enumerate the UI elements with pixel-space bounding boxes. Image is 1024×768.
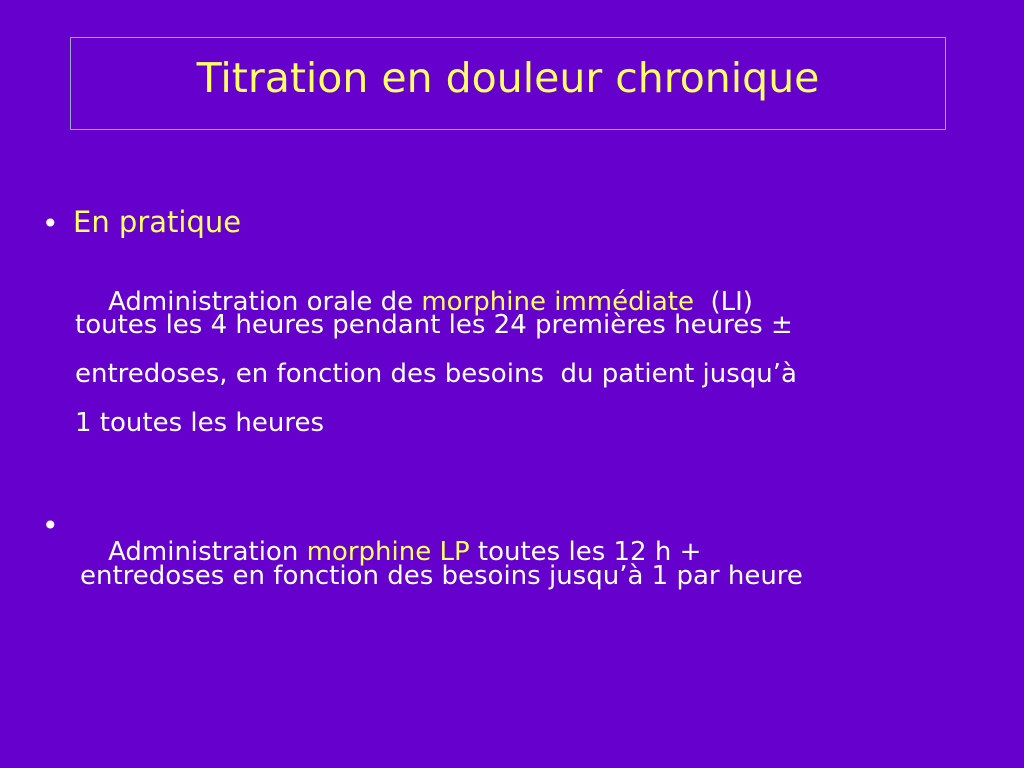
section1-line1-highlight: morphine immédiate: [421, 287, 694, 317]
section1-line3: entredoses, en fonction des besoins du patient jusqu’à: [75, 359, 797, 389]
bullet-1: •: [42, 207, 59, 240]
section1-line1-text-a: Administration orale de: [108, 287, 422, 317]
section2-line1-text-b: toutes les 12 h +: [469, 537, 702, 567]
section1-line2: toutes les 4 heures pendant les 24 premières heures ±: [75, 310, 793, 340]
bullet-2: •: [42, 509, 59, 542]
section1-line4: 1 toutes les heures: [75, 408, 325, 438]
section1-heading: En pratique: [73, 205, 242, 239]
title-box: [70, 37, 946, 130]
section1-line1-text-b: (LI): [693, 287, 753, 317]
slide-title: Titration en douleur chronique: [196, 54, 820, 102]
section2-line1-highlight: morphine LP: [306, 537, 470, 567]
section2-line2: entredoses en fonction des besoins jusqu’à 1 par heure: [80, 561, 803, 591]
section2-line1-text-a: Administration: [108, 537, 307, 567]
